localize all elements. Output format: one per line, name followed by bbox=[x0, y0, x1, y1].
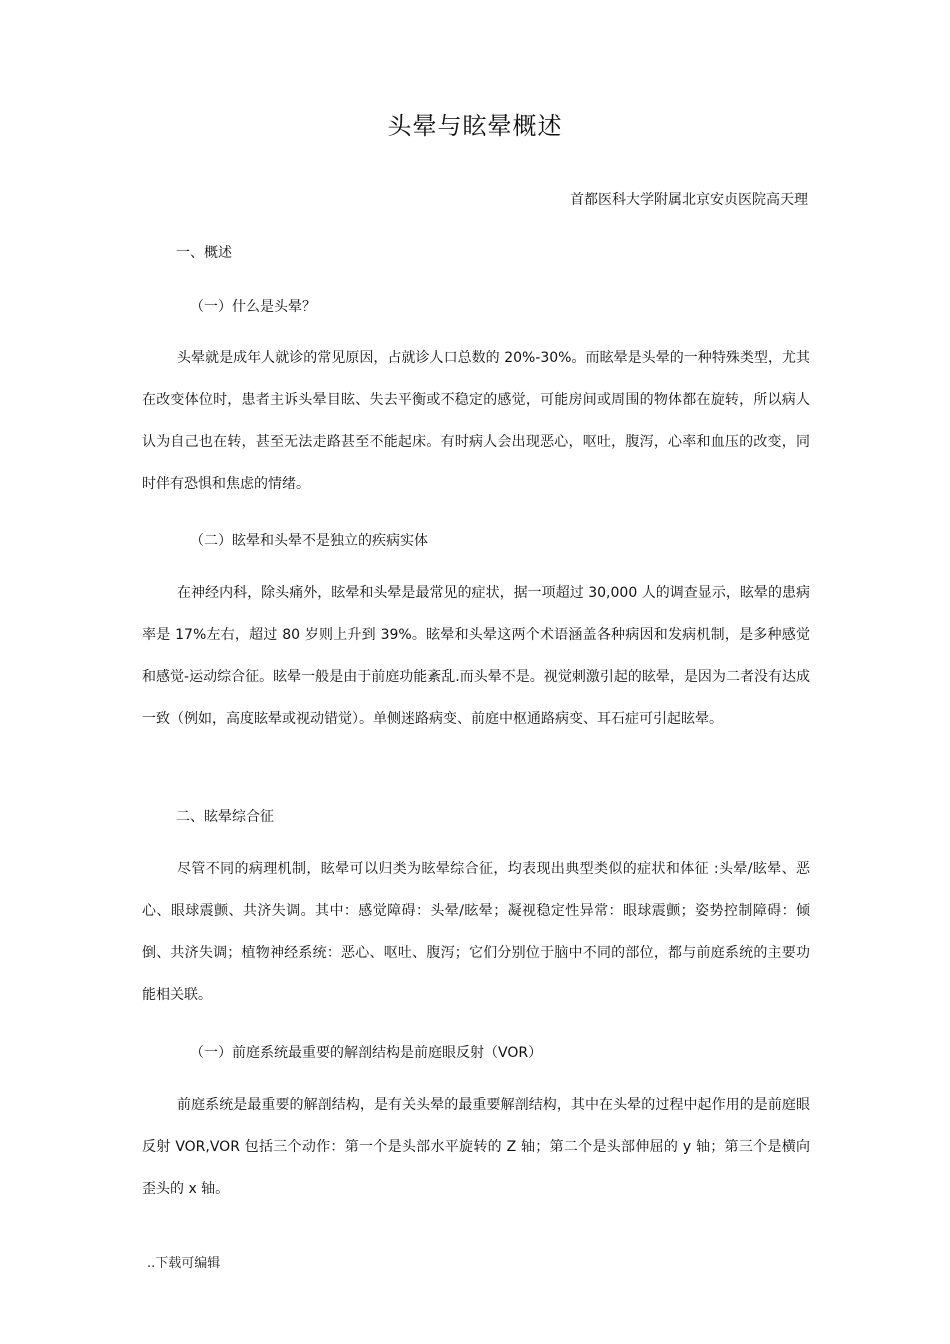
paragraph-dizziness-definition: 头晕就是成年人就诊的常见原因，占就诊人口总数的 20%-30%。而眩晕是头晕的一种特殊类型，尤其在改变体位时，患者主诉头晕目眩、失去平衡或不稳定的感觉，可能房间或周围的物体都在旋转，所以病人认为自己也在转，甚至无法走路甚至不能起床。有时病人会出现恶心，呕吐，腹泻，心率和血压的改变，同时伴有恐惧和焦虑的情绪。 bbox=[142, 350, 810, 492]
subsection-heading-vor: （一）前庭系统最重要的解剖结构是前庭眼反射（VOR） bbox=[190, 1045, 543, 1061]
section-heading-vertigo-syndrome: 二、眩晕综合征 bbox=[176, 809, 274, 825]
paragraph-vertigo-syndrome: 尽管不同的病理机制，眩晕可以归类为眩晕综合征，均表现出典型类似的症状和体征 :头晕/眩晕、恶心、眼球震颤、共济失调。其中：感觉障碍：头晕/眩晕；凝视稳定性异常：眼球震颤；姿势控制障碍：倾倒、共济失调；植物神经系统：恶心、呕吐、腹泻；它们分别位于脑中不同的部位，都与前庭系统的主要功能相关联。 bbox=[142, 861, 810, 1003]
paragraph-prevalence: 在神经内科，除头痛外，眩晕和头晕是最常见的症状，据一项超过 30,000 人的调查显示，眩晕的患病率是 17%左右，超过 80 岁则上升到 39%。眩晕和头晕这两个术语涵盖各种病因和发病机制，是多种感觉和感觉-运动综合征。眩晕一般是由于前庭功能紊乱.而头晕不是。视觉刺激引起的眩晕，是因为二者没有达成一致（例如，高度眩晕或视动错觉）。单侧迷路病变、前庭中枢通路病变、耳石症可引起眩晕。 bbox=[142, 585, 810, 727]
section-heading-overview: 一、概述 bbox=[176, 245, 232, 261]
subsection-heading-not-independent: （二）眩晕和头晕不是独立的疾病实体 bbox=[190, 533, 428, 549]
subsection-heading-what-is-dizziness: （一）什么是头晕？ bbox=[190, 299, 316, 315]
paragraph-vor: 前庭系统是最重要的解剖结构，是有关头晕的最重要解剖结构，其中在头晕的过程中起作用的是前庭眼反射 VOR,VOR 包括三个动作：第一个是头部水平旋转的 Z 轴；第二个是头部伸屈的 y 轴；第三个是横向歪头的 x 轴。 bbox=[142, 1097, 810, 1197]
document-title: 头晕与眩晕概述 bbox=[387, 112, 563, 140]
author-affiliation: 首都医科大学附属北京安贞医院高天理 bbox=[570, 192, 808, 208]
footer-note: ..下载可编辑 bbox=[147, 1256, 221, 1271]
